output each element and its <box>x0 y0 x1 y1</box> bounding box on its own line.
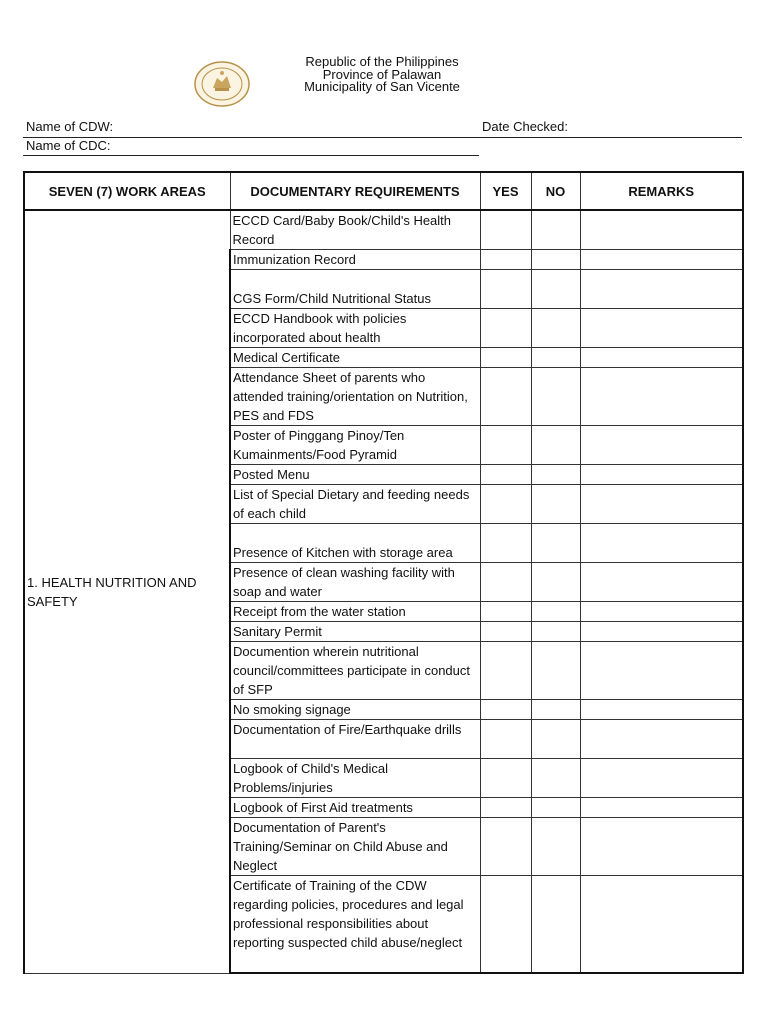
requirement-text: CGS Form/Child Nutritional Status <box>233 291 431 306</box>
yes-checkbox-cell[interactable] <box>480 524 531 563</box>
requirement-text: Attendance Sheet of parents who attended training/orientation on Nutrition, PES and FDS <box>233 370 468 423</box>
no-checkbox-cell[interactable] <box>531 563 580 602</box>
yes-checkbox-cell[interactable] <box>480 426 531 465</box>
no-checkbox-cell[interactable] <box>531 818 580 876</box>
requirement-cell <box>230 524 480 563</box>
no-checkbox-cell[interactable] <box>531 250 580 270</box>
header-line-province: Province of Palawan <box>322 66 442 82</box>
requirement-text: ECCD Card/Baby Book/Child's Health Record <box>232 213 452 247</box>
requirement-cell <box>230 876 480 974</box>
table-header-row <box>24 172 743 210</box>
remarks-cell[interactable] <box>580 250 743 270</box>
yes-checkbox-cell[interactable] <box>480 602 531 622</box>
yes-checkbox-cell[interactable] <box>480 309 531 348</box>
remarks-cell[interactable] <box>580 700 743 720</box>
no-checkbox-cell[interactable] <box>531 720 580 759</box>
remarks-cell[interactable] <box>580 622 743 642</box>
header-lines <box>260 56 504 94</box>
requirement-text: Presence of clean washing facility with soap and water <box>233 565 455 599</box>
requirement-text: Receipt from the water station <box>233 604 406 619</box>
requirement-cell <box>230 642 480 700</box>
remarks-cell[interactable] <box>580 465 743 485</box>
header-line-republic: Republic of the Philippines <box>305 54 459 69</box>
header-work-areas: SEVEN (7) WORK AREAS <box>24 172 230 210</box>
yes-checkbox-cell[interactable] <box>480 642 531 700</box>
remarks-cell[interactable] <box>580 524 743 563</box>
requirement-text: Posted Menu <box>233 467 310 482</box>
requirement-text: Immunization Record <box>233 252 356 267</box>
remarks-cell[interactable] <box>580 270 743 309</box>
requirement-text: List of Special Dietary and feeding needs of each child <box>233 487 470 521</box>
date-checked-line[interactable] <box>481 137 742 138</box>
remarks-cell[interactable] <box>580 720 743 759</box>
yes-checkbox-cell[interactable] <box>480 700 531 720</box>
requirement-cell <box>230 622 480 642</box>
yes-checkbox-cell[interactable] <box>480 210 531 250</box>
no-checkbox-cell[interactable] <box>531 210 580 250</box>
requirement-text: Documentation of Parent's Training/Seminar on Child Abuse and Neglect <box>233 820 448 873</box>
yes-checkbox-cell[interactable] <box>480 798 531 818</box>
requirement-cell <box>230 759 480 798</box>
requirement-cell <box>230 465 480 485</box>
no-checkbox-cell[interactable] <box>531 759 580 798</box>
requirement-cell <box>230 309 480 348</box>
requirement-cell <box>230 485 480 524</box>
remarks-cell[interactable] <box>580 348 743 368</box>
requirement-text: ECCD Handbook with policies incorporated about health <box>233 311 407 345</box>
header-documentary-requirements: DOCUMENTARY REQUIREMENTS <box>230 172 480 210</box>
yes-checkbox-cell[interactable] <box>480 485 531 524</box>
no-checkbox-cell[interactable] <box>531 642 580 700</box>
requirement-cell <box>230 700 480 720</box>
remarks-cell[interactable] <box>580 602 743 622</box>
no-checkbox-cell[interactable] <box>531 348 580 368</box>
requirement-cell <box>230 818 480 876</box>
requirement-cell <box>230 250 480 270</box>
no-checkbox-cell[interactable] <box>531 270 580 309</box>
header-no: NO <box>531 172 580 210</box>
no-checkbox-cell[interactable] <box>531 876 580 974</box>
remarks-cell[interactable] <box>580 426 743 465</box>
yes-checkbox-cell[interactable] <box>480 348 531 368</box>
no-checkbox-cell[interactable] <box>531 368 580 426</box>
no-checkbox-cell[interactable] <box>531 465 580 485</box>
requirement-text: Logbook of First Aid treatments <box>233 800 413 815</box>
remarks-cell[interactable] <box>580 368 743 426</box>
checklist-table <box>23 171 744 974</box>
document-header <box>0 56 768 104</box>
yes-checkbox-cell[interactable] <box>480 563 531 602</box>
remarks-cell[interactable] <box>580 309 743 348</box>
requirement-text: Poster of Pinggang Pinoy/Ten Kumainments/Food Pyramid <box>233 428 405 462</box>
requirement-cell <box>230 348 480 368</box>
no-checkbox-cell[interactable] <box>531 700 580 720</box>
no-checkbox-cell[interactable] <box>531 602 580 622</box>
requirement-cell <box>230 426 480 465</box>
requirement-cell <box>230 270 480 309</box>
requirement-text: No smoking signage <box>233 702 351 717</box>
remarks-cell[interactable] <box>580 485 743 524</box>
cdc-name-label: Name of CDC: <box>26 138 111 153</box>
yes-checkbox-cell[interactable] <box>480 720 531 759</box>
yes-checkbox-cell[interactable] <box>480 622 531 642</box>
remarks-cell[interactable] <box>580 210 743 250</box>
date-checked-label: Date Checked: <box>482 119 568 134</box>
yes-checkbox-cell[interactable] <box>480 250 531 270</box>
remarks-cell[interactable] <box>580 876 743 974</box>
yes-checkbox-cell[interactable] <box>480 465 531 485</box>
requirement-cell <box>230 798 480 818</box>
header-remarks: REMARKS <box>580 172 743 210</box>
no-checkbox-cell[interactable] <box>531 309 580 348</box>
no-checkbox-cell[interactable] <box>531 426 580 465</box>
requirement-text: Certificate of Training of the CDW regarding policies, procedures and legal professional responsibilities about reporting suspected child abuse/neglect <box>233 878 464 950</box>
yes-checkbox-cell[interactable] <box>480 876 531 974</box>
remarks-cell[interactable] <box>580 563 743 602</box>
yes-checkbox-cell[interactable] <box>480 368 531 426</box>
requirement-cell <box>230 368 480 426</box>
no-checkbox-cell[interactable] <box>531 798 580 818</box>
no-checkbox-cell[interactable] <box>531 622 580 642</box>
requirement-text: Presence of Kitchen with storage area <box>233 545 453 560</box>
remarks-cell[interactable] <box>580 798 743 818</box>
yes-checkbox-cell[interactable] <box>480 270 531 309</box>
requirement-cell <box>230 720 480 759</box>
requirement-text: Sanitary Permit <box>233 624 322 639</box>
requirement-text: Logbook of Child's Medical Problems/injuries <box>233 761 388 795</box>
requirement-cell <box>230 210 480 250</box>
header-line-municipality: Municipality of San Vicente <box>304 79 460 94</box>
work-area-cell: 1. HEALTH NUTRITION AND SAFETY <box>24 210 230 973</box>
cdw-name-label: Name of CDW: <box>26 119 114 134</box>
no-checkbox-cell[interactable] <box>531 485 580 524</box>
requirement-text: Documentation of Fire/Earthquake drills <box>233 722 462 737</box>
remarks-cell[interactable] <box>580 759 743 798</box>
remarks-cell[interactable] <box>580 642 743 700</box>
yes-checkbox-cell[interactable] <box>480 818 531 876</box>
remarks-cell[interactable] <box>580 818 743 876</box>
table-row <box>24 210 743 250</box>
header-yes: YES <box>480 172 531 210</box>
requirement-cell <box>230 563 480 602</box>
municipal-seal-icon <box>193 60 251 108</box>
requirement-text: Medical Certificate <box>233 350 340 365</box>
cdc-name-line[interactable] <box>23 155 479 156</box>
requirement-text: Documention wherein nutritional council/committees participate in conduct of SFP <box>233 644 471 697</box>
requirement-cell <box>230 602 480 622</box>
no-checkbox-cell[interactable] <box>531 524 580 563</box>
yes-checkbox-cell[interactable] <box>480 759 531 798</box>
